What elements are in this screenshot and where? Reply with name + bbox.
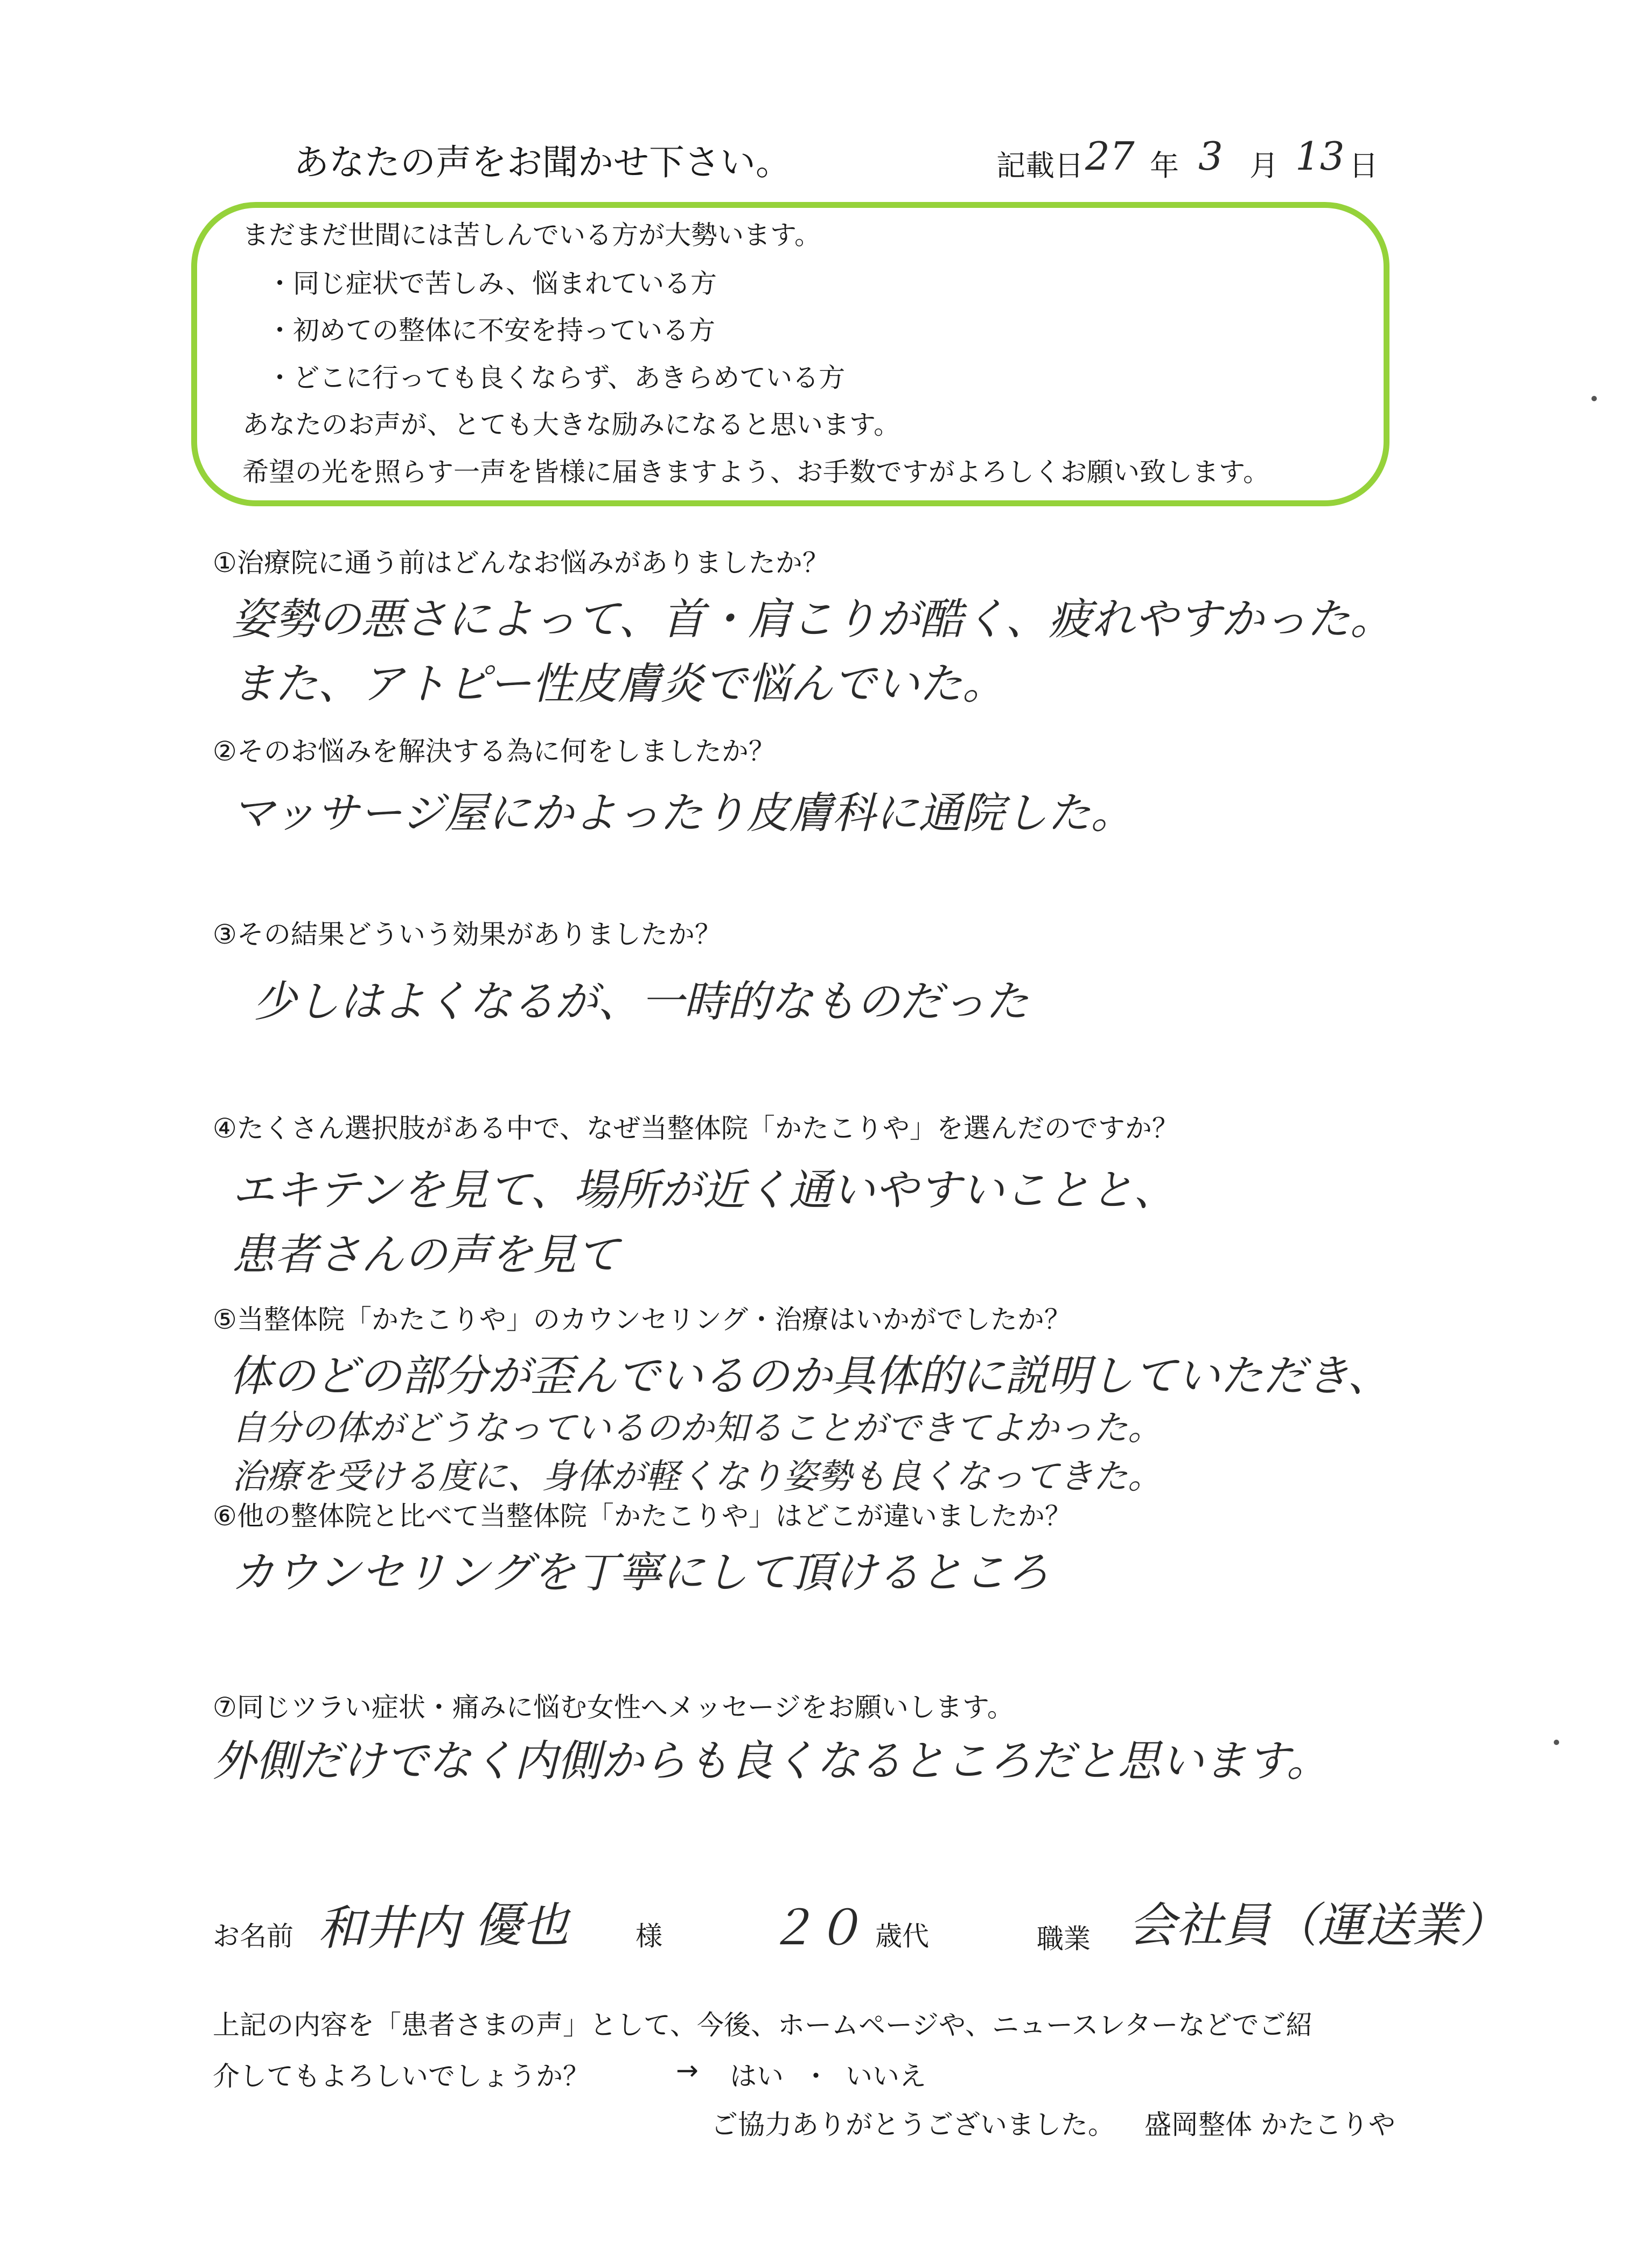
honorific-label: 様: [636, 1921, 662, 1952]
scan-speck: [1591, 396, 1597, 401]
intro-bullet: ・どこに行っても良くならず、あきらめている方: [267, 362, 846, 393]
question-5: ⑤当整体院「かたこりや」のカウンセリング・治療はいかがでしたか？: [213, 1304, 1071, 1335]
date-month-unit: 月: [1249, 149, 1279, 183]
date-year-unit: 年: [1150, 149, 1179, 183]
answer-1-line-1: 姿勢の悪さによって、首・肩こりが酷く、疲れやすかった。: [232, 594, 1393, 644]
consent-no-option[interactable]: いいえ: [846, 2061, 926, 2092]
age-value: ２０: [767, 1900, 863, 1956]
answer-5-line-1: 体のどの部分が歪んでいるのか具体的に説明していただき、: [229, 1351, 1391, 1401]
name-given: 優也: [474, 1897, 569, 1953]
question-2: ②そのお悩みを解決する為に何をしましたか？: [213, 736, 776, 767]
answer-6-line-1: カウンセリングを丁寧にして頂けるところ: [232, 1547, 1050, 1597]
question-3: ③その結果どういう効果がありましたか？: [213, 919, 722, 950]
job-label: 職業: [1037, 1923, 1091, 1955]
intro-line-3: 希望の光を照らす一声を皆様に届きますよう、お手数ですがよろしくお願い致します。: [242, 457, 1270, 487]
date-month: 3: [1198, 134, 1223, 179]
consent-separator: ・: [802, 2061, 829, 2092]
date-year: 27: [1085, 134, 1135, 179]
question-6: ⑥他の整体院と比べて当整体院「かたこりや」はどこが違いましたか？: [213, 1501, 1072, 1532]
date-day: 13: [1295, 134, 1345, 179]
thanks-text: ご協力ありがとうございました。: [711, 2109, 1115, 2140]
answer-4-line-1: エキテンを見て、場所が近く通いやすいことと、: [232, 1165, 1177, 1215]
answer-5-line-2: 自分の体がどうなっているのか知ることができてよかった。: [232, 1408, 1162, 1448]
consent-line-1: 上記の内容を「患者さまの声」として、今後、ホームページや、ニュースレターなどでご紹: [213, 2009, 1313, 2041]
answer-7-line-1: 外側だけでなく内側からも良くなるところだと思います。: [213, 1736, 1330, 1786]
answer-3-line-1: 少しはよくなるが、一時的なものだった: [253, 976, 1029, 1027]
answer-5-line-3: 治療を受ける度に、身体が軽くなり姿勢も良くなってきた。: [232, 1457, 1162, 1497]
question-1: ①治療院に通う前はどんなお悩みがありましたか？: [213, 547, 829, 578]
date-label: 記載日: [996, 149, 1084, 183]
intro-bullet: ・初めての整体に不安を持っている方: [267, 315, 716, 346]
intro-bullet: ・同じ症状で苦しみ、悩まれている方: [267, 268, 717, 299]
arrow-icon: →: [676, 2055, 699, 2086]
answer-2-line-1: マッサージ屋にかよったり皮膚科に通院した。: [232, 788, 1134, 838]
intro-line-2: あなたのお声が、とても大きな励みになると思います。: [242, 409, 900, 440]
scan-speck: [1554, 1740, 1559, 1745]
question-4: ④たくさん選択肢がある中で、なぜ当整体院「かたこりや」を選んだのですか？: [213, 1113, 1179, 1144]
answer-4-line-2: 患者さんの声を見て: [232, 1230, 619, 1280]
age-label: 歳代: [875, 1921, 929, 1952]
intro-line-1: まだまだ世間には苦しんでいる方が大勢います。: [242, 220, 821, 250]
consent-line-2: 介してもよろしいでしょうか？: [213, 2061, 590, 2092]
consent-yes-option[interactable]: はい: [730, 2061, 784, 2092]
answer-1-line-2: また、アトピー性皮膚炎で悩んでいた。: [232, 659, 1005, 709]
date-day-unit: 日: [1349, 149, 1378, 183]
name-surname: 和井内: [318, 1900, 460, 1956]
question-7: ⑦同じツラい症状・痛みに悩む女性へメッセージをお願いします。: [213, 1692, 1014, 1723]
name-label: お名前: [213, 1921, 294, 1952]
job-value: 会社員（運送業）: [1128, 1897, 1508, 1953]
clinic-name: 盛岡整体 かたこりや: [1144, 2109, 1395, 2140]
page-title: あなたの声をお聞かせ下さい。: [294, 142, 791, 183]
